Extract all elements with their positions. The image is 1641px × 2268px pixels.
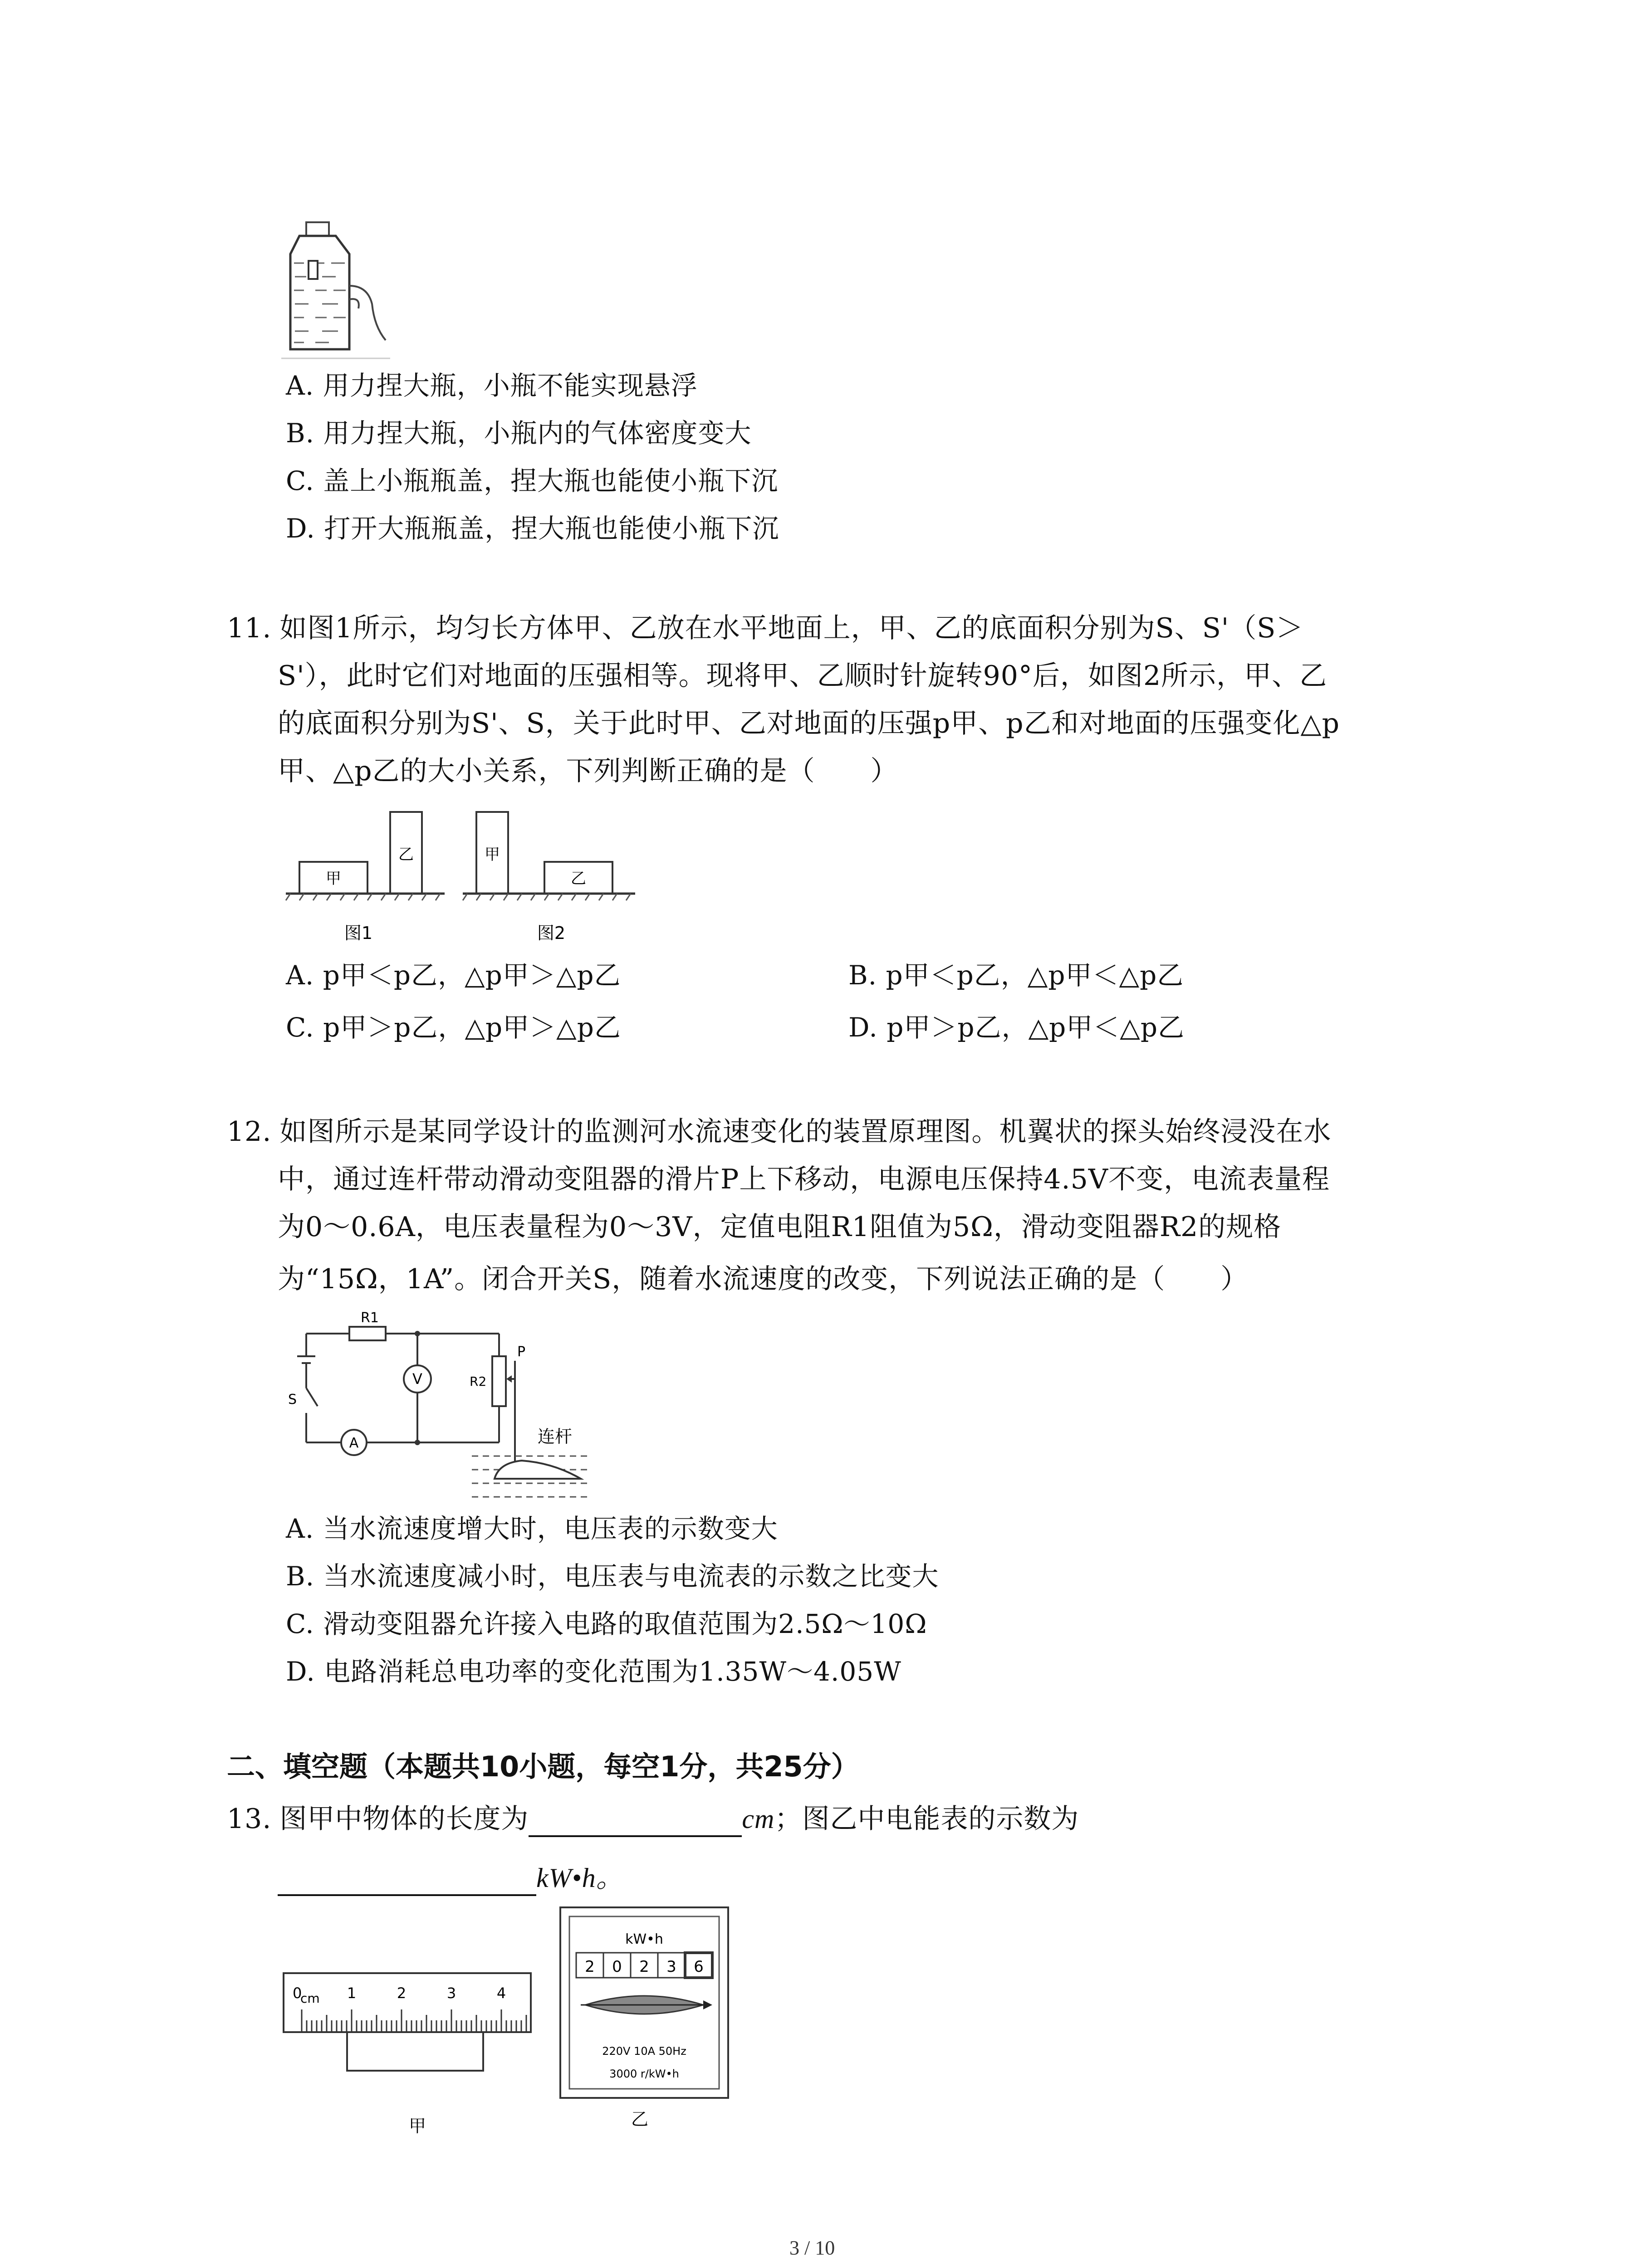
q13-text-1: 图甲中物体的长度为	[279, 1803, 529, 1835]
fig1-caption: 图1	[344, 923, 373, 943]
q11-line-4: 甲、△p乙的大小关系，下列判断正确的是（ ）	[278, 755, 898, 787]
meter-spec-2: 3000 r/kW•h	[609, 2068, 679, 2080]
energy-meter-figure	[558, 1905, 730, 2132]
bottle-figure	[281, 218, 390, 363]
meter-digit-1: 2	[585, 1958, 595, 1976]
voltmeter-label: V	[412, 1370, 422, 1388]
q13-unit-kwh: kW•h。	[536, 1863, 624, 1893]
q12-option-d: D. 电路消耗总电功率的变化范围为1.35W～4.05W	[286, 1656, 901, 1687]
page-number: 3 / 10	[789, 2237, 835, 2259]
q12-option-c: C. 滑动变阻器允许接入电路的取值范围为2.5Ω～10Ω	[286, 1608, 927, 1639]
q12-option-a: A. 当水流速度增大时，电压表的示数变大	[286, 1513, 778, 1544]
meter-caption: 乙	[631, 2109, 649, 2129]
q12-number: 12.	[227, 1116, 272, 1148]
ruler-object	[347, 2032, 483, 2071]
ammeter-label: A	[349, 1435, 359, 1451]
switch-label: S	[288, 1392, 297, 1408]
q12-option-b: B. 当水流速度减小时，电压表与电流表的示数之比变大	[286, 1561, 939, 1592]
q10-option-c: C. 盖上小瓶瓶盖，捏大瓶也能使小瓶下沉	[286, 465, 779, 496]
q13-line-2	[278, 1860, 624, 1896]
fig2-caption: 图2	[537, 923, 566, 943]
q13-blank-2[interactable]	[278, 1867, 536, 1896]
ruler-caption: 甲	[408, 2116, 426, 2136]
q13-blank-1[interactable]	[529, 1808, 742, 1837]
meter-digit-4: 3	[666, 1958, 676, 1976]
rod-label: 连杆	[538, 1427, 573, 1447]
q10-option-d: D. 打开大瓶瓶盖，捏大瓶也能使小瓶下沉	[286, 513, 779, 544]
meter-digit-5: 6	[694, 1958, 704, 1976]
fig2-block-jia-label: 甲	[485, 846, 500, 864]
r1-label: R1	[361, 1310, 379, 1326]
q11-option-d: D. p甲＞p乙，△p甲＜△p乙	[848, 1012, 1185, 1043]
r2-label: R2	[470, 1374, 487, 1389]
meter-digit-3: 2	[639, 1958, 649, 1976]
meter-digit-2: 0	[612, 1958, 622, 1976]
meter-spec-1: 220V 10A 50Hz	[602, 2045, 686, 2058]
q13-text-2: ；图乙中电能表的示数为	[774, 1803, 1079, 1835]
q11-line-3: 的底面积分别为S'、S，关于此时甲、乙对地面的压强p甲、p乙和对地面的压强变化△p	[278, 708, 1340, 739]
q11-line-2: S'），此时它们对地面的压强相等。现将甲、乙顺时针旋转90°后，如图2所示，甲、乙	[278, 660, 1327, 692]
q13-number: 13.	[227, 1803, 272, 1835]
meter-unit-label: kW•h	[625, 1931, 663, 1947]
q11-option-c: C. p甲＞p乙，△p甲＞△p乙	[286, 1012, 621, 1043]
q10-option-b: B. 用力捏大瓶，小瓶内的气体密度变大	[286, 418, 752, 449]
q11-blocks-figure	[281, 803, 644, 953]
q12-text-1: 如图所示是某同学设计的监测河水流速变化的装置原理图。机翼状的探头始终浸没在水	[279, 1116, 1332, 1148]
fig2-block-yi-label: 乙	[571, 870, 586, 888]
p-label: P	[517, 1344, 526, 1360]
ruler-tick-4: 4	[496, 1984, 506, 2002]
q11-option-b: B. p甲＜p乙，△p甲＜△p乙	[848, 960, 1184, 991]
q10-option-a: A. 用力捏大瓶，小瓶不能实现悬浮	[286, 370, 698, 401]
fig1-block-jia-label: 甲	[326, 870, 341, 888]
ruler-unit-label: cm	[300, 1991, 320, 2006]
ruler-tick-2: 2	[397, 1984, 407, 2002]
q11-option-a: A. p甲＜p乙，△p甲＞△p乙	[286, 960, 621, 991]
q13-line-1	[227, 1801, 1079, 1837]
q12-line-4: 为“15Ω，1A”。闭合开关S，随着水流速度的改变，下列说法正确的是（ ）	[278, 1263, 1249, 1295]
ruler-figure	[281, 1960, 535, 2150]
q12-line-2: 中，通过连杆带动滑动变阻器的滑片P上下移动，电源电压保持4.5V不变，电流表量程	[278, 1163, 1330, 1195]
q12-line-1	[227, 1114, 1331, 1150]
section-2-title: 二、填空题（本题共10小题，每空1分，共25分）	[227, 1750, 859, 1783]
q11-number: 11.	[227, 612, 272, 644]
q12-line-3: 为0～0.6A，电压表量程为0～3V，定值电阻R1阻值为5Ω，滑动变阻器R2的规格	[278, 1211, 1282, 1243]
q13-unit-cm: cm	[742, 1804, 775, 1834]
bottle-diagram	[281, 218, 390, 363]
ruler-tick-3: 3	[446, 1984, 456, 2002]
fig1-block-yi-label: 乙	[398, 846, 414, 864]
q11-text-1: 如图1所示，均匀长方体甲、乙放在水平地面上，甲、乙的底面积分别为S、S'（S＞	[279, 612, 1304, 644]
ruler-zero-label: 0	[293, 1984, 302, 2002]
ruler-tick-1: 1	[347, 1984, 357, 2002]
q11-line-1	[227, 610, 1303, 646]
q12-circuit-figure	[281, 1306, 608, 1506]
